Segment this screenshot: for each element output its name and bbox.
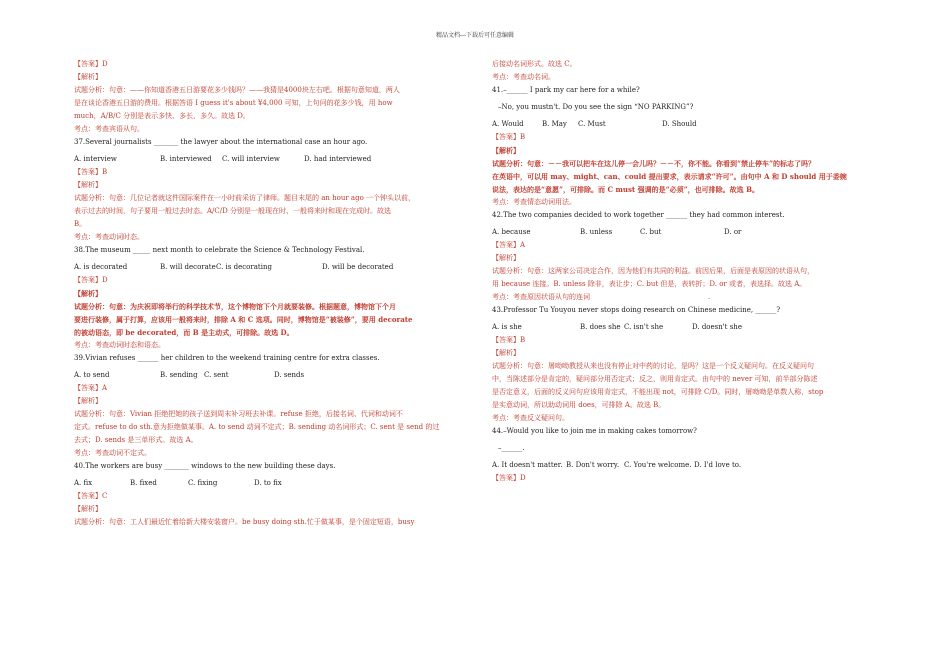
analysis-text: 后接动名词形式。故选 C。 [492, 60, 577, 68]
analysis-text: 的被动语态，即 be decorated，而 B 是主动式，可排除。故选 D。 [74, 328, 294, 337]
analysis-label: 【解析】 [74, 73, 102, 81]
question-42: 42.The two companies decided to work together ______ they had common interest. [492, 211, 785, 219]
options-44 [492, 459, 882, 472]
option-c: C. will interview [222, 155, 280, 163]
question-39: 39.Vivian refuses ______ her children to the weekend training centre for extra classes. [74, 354, 380, 362]
options-42 [492, 226, 882, 239]
analysis-text: 是否定意义，后面的反义问句应该用肯定式，不能出现 not，可排除 C/D。同时，屠呦呦是单数人称，stop [492, 388, 824, 396]
option-d: D. I'd love to. [694, 461, 742, 469]
option-a: A. Would [492, 120, 524, 128]
analysis-text: 试题分析：句意：Vivian 拒绝把她的孩子送到周末补习班去补课。refuse 拒绝，后接名词、代词和动词不 [74, 410, 403, 418]
options-37 [74, 153, 464, 166]
key-point: 考点：考查情态动词用法。 [492, 198, 576, 206]
analysis-text: 中，当陈述部分是肯定的，疑问部分用否定式；反之，则用肯定式。由句中的 never 可知，前半部分陈述 [492, 375, 818, 383]
option-a: A. because [492, 228, 531, 236]
answer-label: 【答案】D [492, 474, 526, 482]
option-a: A. It doesn't matter. [492, 461, 563, 469]
option-b: B. May [542, 120, 567, 128]
analysis-text: 试题分析：句意：－－我可以把车在这儿停一会儿吗？－－不，你不能。你看到“禁止停车”的标志了吗？ [492, 159, 816, 168]
key-point: 考点：考查动词时态和语态。 [74, 341, 165, 349]
option-a: A. is decorated [74, 263, 128, 271]
option-b: B. sending [160, 371, 198, 379]
analysis-label: 【解析】 [74, 397, 102, 405]
question-37: 37.Several journalists _______ the lawyer about the international case an hour ago. [74, 138, 368, 146]
option-c: C. You're welcome. [624, 461, 692, 469]
option-b: B. does she [580, 323, 621, 331]
answer-label: 【答案】D [74, 276, 108, 284]
analysis-text: 试题分析：句意：几位记者就这件国际案件在一小时前采访了律师。题目末尾的 an hour ago 一个钟头以前， [74, 194, 416, 202]
analysis-text: 试题分析：句意：这两家公司决定合作，因为他们有共同的利益。前因后果，后面是表原因的状语从句， [492, 267, 814, 275]
option-d: D. or [724, 228, 742, 236]
analysis-label: 【解析】 [74, 181, 102, 189]
option-a: A. interview [74, 155, 117, 163]
analysis-text: 定式。refuse to do sth.意为拒绝做某事。A. to send 动词不定式；B. sending 动名词形式；C. sent 是 send 的过 [74, 423, 440, 431]
analysis-text: 试题分析：句意：工人们最近忙着给新大楼安装窗户。be busy doing sth.忙于做某事，是个固定短语，busy [74, 518, 415, 526]
question-44: 44.–Would you like to join me in making cakes tomorrow? [492, 427, 697, 435]
key-point-dot: . [708, 293, 711, 301]
option-a: A. fix [74, 479, 93, 487]
analysis-label: 【解析】 [492, 349, 520, 357]
options-40 [74, 477, 464, 490]
option-c: C. Must [578, 120, 606, 128]
key-point: 考点：考查动词不定式。 [74, 449, 151, 457]
option-c: C. is decorating [216, 263, 272, 271]
question-41: 41.–______ I park my car here for a while? [492, 86, 640, 94]
answer-label: 【答案】B [492, 336, 526, 344]
analysis-text: 要进行装修，属于打算，应该用一般将来时，排除 A 和 C 选项。同时，博物馆是“被装修”，要用 decorate [74, 315, 413, 324]
option-a: A. to send [74, 371, 110, 379]
right-column [492, 58, 882, 485]
analysis-text: 是实意动词，所以助动词用 does，可排除 A。故选 B。 [492, 401, 666, 409]
analysis-label: 【解析】 [492, 146, 520, 155]
page-header: 精品文档---下载后可任意编辑 [435, 32, 515, 39]
analysis-text: 试题分析：句意：——你知道香港五日游要花多少钱吗？——我猜是4000块左右吧。根据句意知道，两人 [74, 86, 400, 94]
analysis-text: 说法，表达的是“意愿”，可排除。而 C must 强调的是“必须”，也可排除。故选 B。 [492, 185, 760, 194]
option-c: C. but [640, 228, 662, 236]
option-c: C. isn't she [624, 323, 664, 331]
question-40: 40.The workers are busy _______ windows to the new building these days. [74, 462, 336, 470]
analysis-label: 【解析】 [74, 505, 102, 513]
analysis-text: 试题分析：句意：屠呦呦教授从来也没有停止对中药的讨论，是吗？这是一个反义疑问句。在反义疑问句 [492, 362, 814, 370]
option-b: B. Don't worry. [566, 461, 620, 469]
option-d: D. will be decorated [322, 263, 394, 271]
option-b: B. unless [580, 228, 613, 236]
option-b: B. will decorate [160, 263, 216, 271]
question-41-reply: –No, you mustn't. Do you see the sign “NO PARKING”? [498, 103, 694, 111]
key-point-text: 考点：考查原因状语从句的连词 [492, 293, 590, 301]
left-column [74, 58, 464, 529]
options-39 [74, 369, 464, 382]
analysis-text: 用 because 连接。B. unless 除非，表让步；C. but 但是，表转折；D. or 或者，表选择。故选 A。 [492, 280, 807, 288]
option-c: C. fixing [188, 479, 218, 487]
option-d: D. to fix [254, 479, 282, 487]
key-point: 考点：考查动词时态。 [74, 233, 144, 241]
option-d: D. had interviewed [304, 155, 372, 163]
analysis-text: 表示过去的时间，句子要用一般过去时态。A/C/D 分别是一般现在时、一般将来时和现在完成时。故选 [74, 207, 391, 215]
options-38 [74, 261, 464, 274]
option-d: D. sends [274, 371, 305, 379]
option-b: B. interviewed [160, 155, 212, 163]
key-point: 考点：考查动名词。 [492, 73, 555, 81]
analysis-label: 【解析】 [492, 254, 520, 262]
options-43 [492, 321, 882, 334]
question-44-reply: –______. [498, 444, 525, 452]
analysis-text: much，A/B/C 分别是表示多快、多长、多久。故选 D。 [74, 112, 250, 120]
option-a: A. is she [492, 323, 522, 331]
answer-label: 【答案】A [492, 241, 526, 249]
analysis-text: 在英语中，可以用 may、might、can、could 提出要求，表示请求“许可”。由句中 A 和 D should 用于委婉 [492, 172, 847, 181]
question-43: 43.Professor Tu Youyou never stops doing research on Chinese medicine, ______? [492, 306, 781, 314]
analysis-label: 【解析】 [74, 289, 102, 298]
option-b: B. fixed [130, 479, 157, 487]
answer-label: 【答案】D [74, 60, 108, 68]
key-point: 考点：考查宾语从句。 [74, 125, 144, 133]
key-point [492, 291, 882, 304]
option-c: C. sent [204, 371, 229, 379]
key-point: 考点：考查反义疑问句。 [492, 414, 569, 422]
answer-label: 【答案】B [492, 133, 526, 141]
options-41 [492, 118, 882, 131]
question-38: 38.The museum _____ next month to celebrate the Science & Technology Festival. [74, 246, 365, 254]
answer-label: 【答案】C [74, 492, 108, 500]
option-d: D. doesn't she [692, 323, 742, 331]
analysis-text: 是在谈论香港五日游的费用。根据答语 I guess it's about ¥4,000 可知，上句问的花多少钱，用 how [74, 99, 393, 107]
analysis-text: B。 [74, 220, 87, 228]
answer-label: 【答案】A [74, 384, 108, 392]
option-d: D. Should [662, 120, 697, 128]
answer-label: 【答案】B [74, 168, 108, 176]
analysis-text: 试题分析：句意：为庆祝即将举行的科学技术节，这个博物馆下个月就要装修。根据题意，博物馆下个月 [74, 302, 396, 311]
analysis-text: 去式；D. sends 是三单形式。故选 A。 [74, 436, 198, 444]
